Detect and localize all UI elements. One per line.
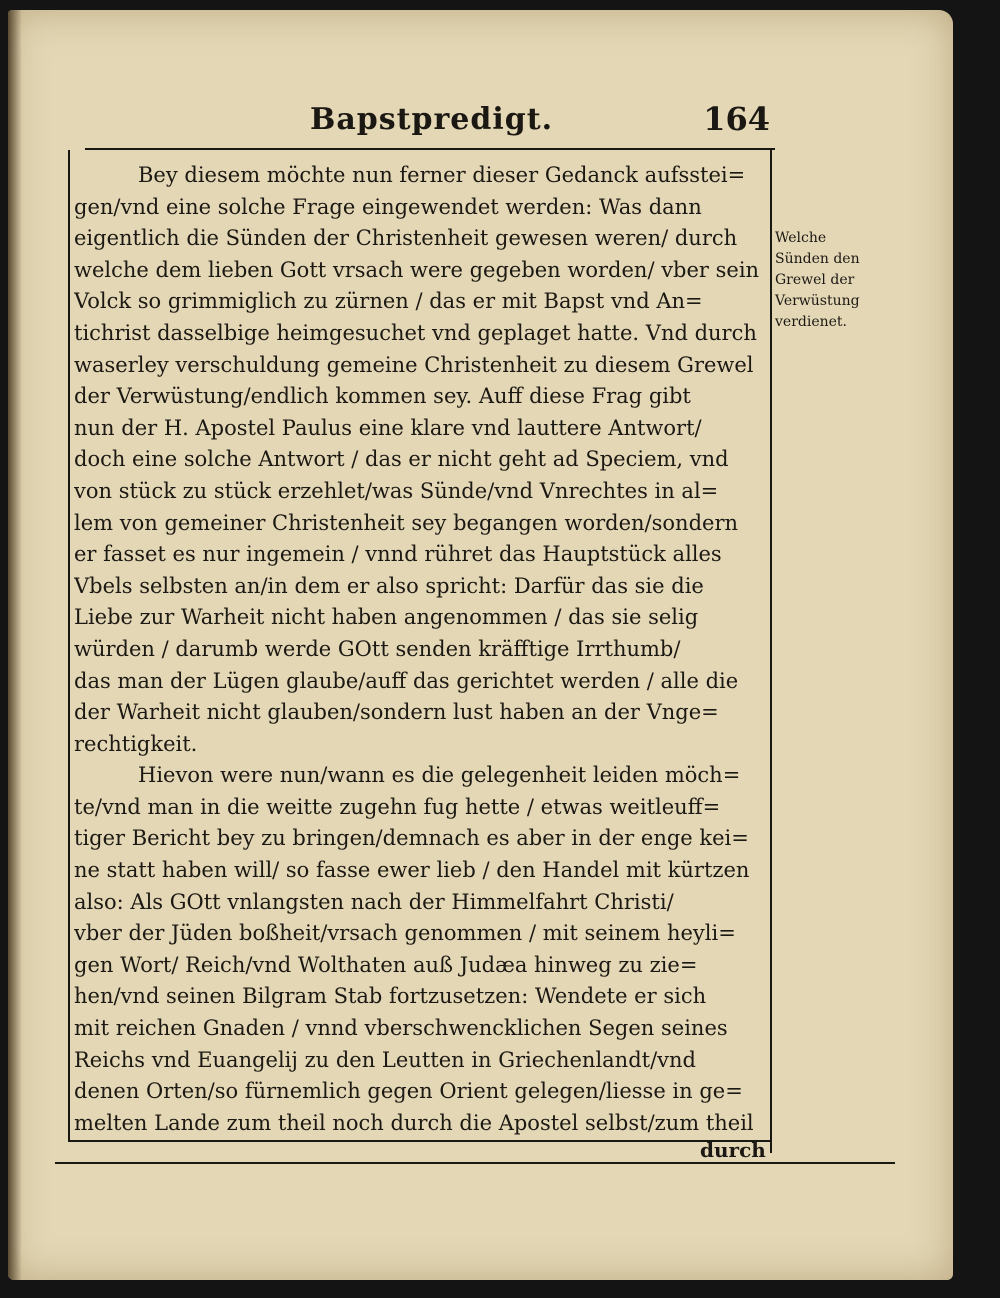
text-line: Bey diesem möchte nun ferner dieser Gedanck aufsstei= (138, 163, 746, 187)
text-block-bottom-rule (68, 1140, 772, 1142)
text-line: mit reichen Gnaden / vnnd vberschwencklichen Segen seines (74, 1016, 728, 1041)
text-line: doch eine solche Antwort / das er nicht geht ad Speciem, vnd (74, 447, 729, 472)
catchword: durch (700, 1138, 766, 1162)
page-number: 164 (703, 100, 770, 138)
text-line: also: Als GOtt vnlangsten nach der Himmelfahrt Christi/ (74, 889, 674, 914)
text-line: er fasset es nur ingemein / vnnd rühret das Hauptstück alles (74, 542, 722, 567)
page-spine-shadow (8, 10, 22, 1280)
text-line: lem von gemeiner Christenheit sey begangen worden/sondern (74, 510, 739, 535)
text-line: das man der Lügen glaube/auff das gerichtet werden / alle die (74, 668, 739, 693)
marginal-note-line: Verwüstung (775, 293, 860, 309)
text-line: vber der Jüden boßheit/vrsach genommen / mit seinem heyli= (74, 921, 736, 946)
marginal-note (775, 228, 905, 333)
text-line: Volck so grimmiglich zu zürnen / das er mit Bapst vnd An= (74, 289, 703, 314)
text-line: nun der H. Apostel Paulus eine klare vnd lauttere Antwort/ (74, 415, 702, 440)
text-line: würden / darumb werde GOtt senden kräfftige Irrthumb/ (74, 636, 681, 661)
marginal-note-line: Welche (775, 230, 827, 246)
marginal-note-line: Grewel der (775, 272, 855, 288)
marginal-note-line: verdienet. (775, 314, 847, 330)
text-line: te/vnd man in die weitte zugehn fug hette / etwas weitleuff= (74, 794, 721, 819)
text-line: Hievon were nun/wann es die gelegenheit leiden möch= (138, 763, 741, 788)
text-line: von stück zu stück erzehlet/was Sünde/vnd Vnrechtes in al= (74, 478, 719, 503)
header-rule (85, 148, 775, 150)
text-line: ne statt haben will/ so fasse ewer lieb / den Handel mit kürtzen (74, 858, 750, 883)
text-line: eigentlich die Sünden der Christenheit gewesen weren/ durch (74, 226, 738, 251)
text-line: waserley verschuldung gemeine Christenheit zu diesem Grewel (74, 352, 754, 377)
text-line: Reichs vnd Euangelij zu den Leutten in Griechenlandt/vnd (74, 1047, 696, 1072)
text-line: gen/vnd eine solche Frage eingewendet werden: Was dann (74, 194, 702, 219)
left-column-rule (68, 150, 70, 1140)
text-line: tiger Bericht bey zu bringen/demnach es aber in der enge kei= (74, 826, 749, 851)
text-line: Vbels selbsten an/in dem er also spricht: Darfür das sie die (74, 573, 704, 598)
text-line: der Verwüstung/endlich kommen sey. Auff diese Frag gibt (74, 384, 691, 409)
text-line: hen/vnd seinen Bilgram Stab fortzusetzen: Wendete er sich (74, 984, 707, 1009)
page-bottom-rule (55, 1162, 895, 1164)
text-line: der Warheit nicht glauben/sondern lust haben an der Vnge= (74, 700, 719, 725)
text-line: denen Orten/so fürnemlich gegen Orient gelegen/liesse in ge= (74, 1079, 743, 1104)
text-line: melten Lande zum theil noch durch die Apostel selbst/zum theil (74, 1110, 754, 1135)
marginal-note-line: Sünden den (775, 251, 860, 267)
body-text (74, 160, 768, 1139)
text-line: rechtigkeit. (74, 731, 198, 756)
text-line: gen Wort/ Reich/vnd Wolthaten auß Judæa hinweg zu zie= (74, 952, 698, 977)
text-line: tichrist dasselbige heimgesuchet vnd geplaget hatte. Vnd durch (74, 320, 757, 345)
page-header (80, 100, 780, 150)
text-line: Liebe zur Warheit nicht haben angenommen / das sie selig (74, 605, 699, 630)
right-column-rule (770, 148, 772, 1153)
text-line: welche dem lieben Gott vrsach were gegeben worden/ vber sein (74, 257, 760, 282)
running-title: Bapstpredigt. (310, 102, 554, 137)
